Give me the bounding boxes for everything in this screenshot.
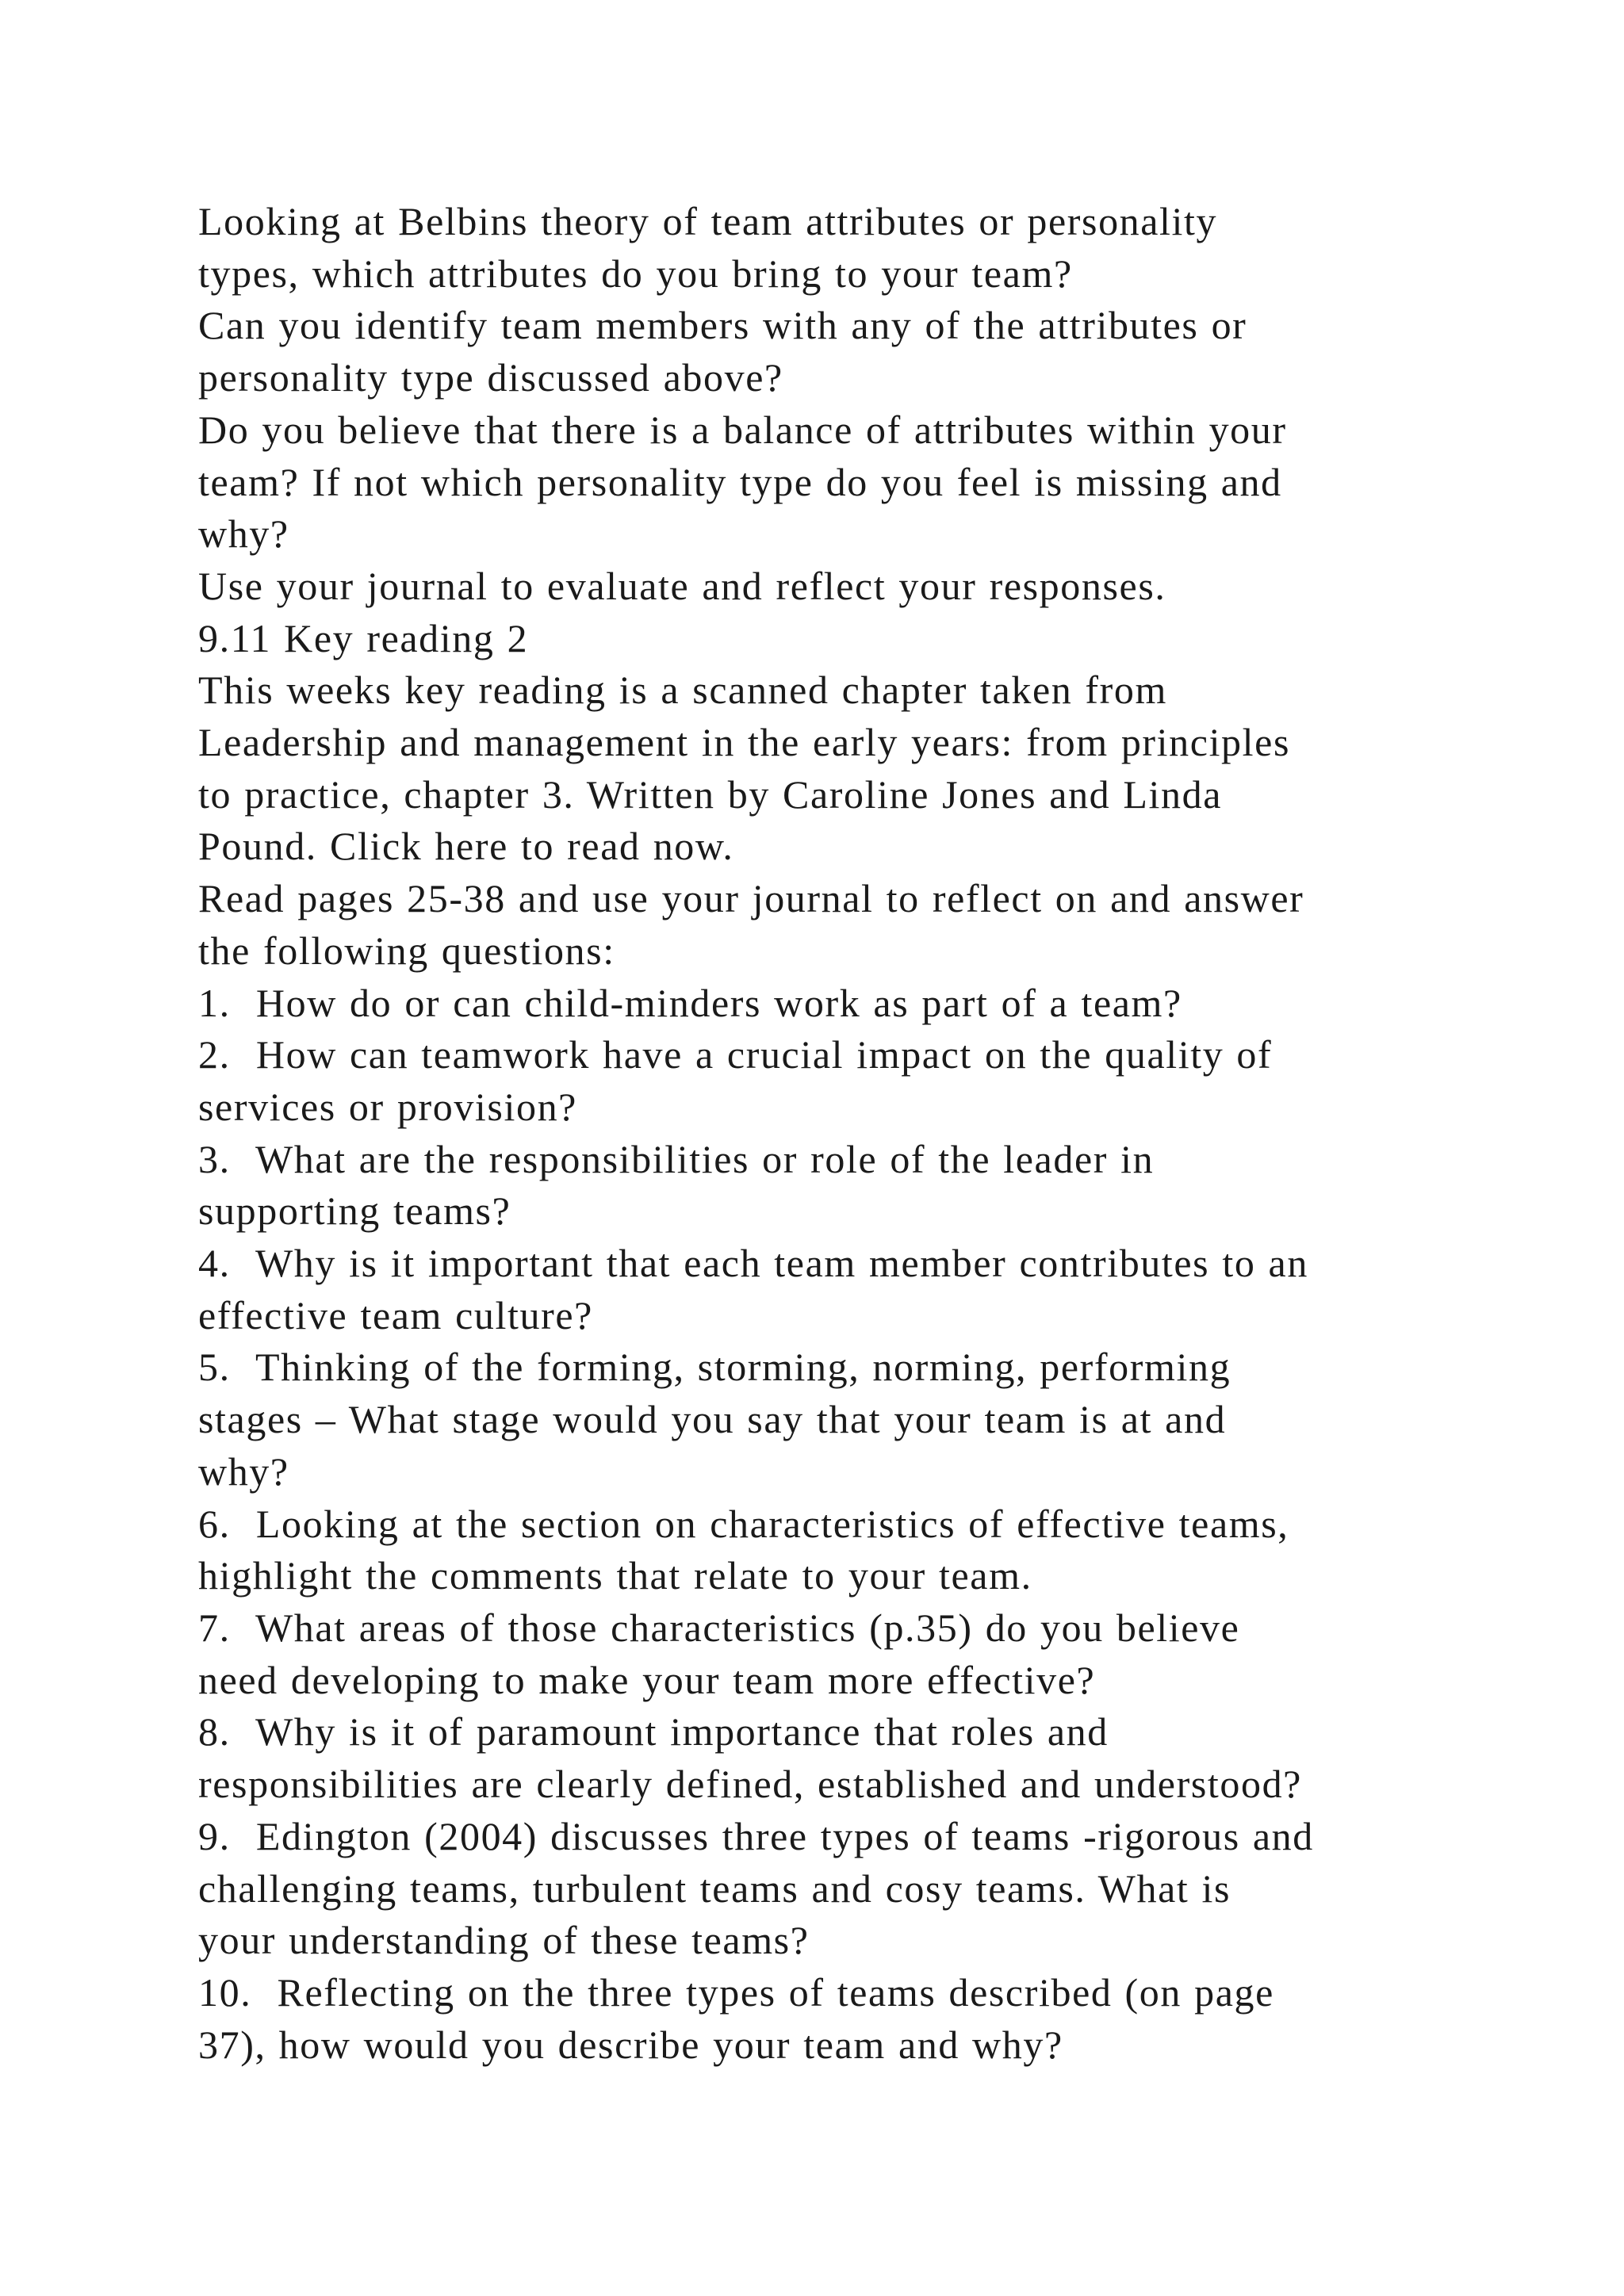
question-item: 8. Why is it of paramount importance that roles and — [198, 1709, 1109, 1755]
text-line: to practice, chapter 3. Written by Caroline Jones and Linda — [198, 771, 1223, 817]
question-continuation: responsibilities are clearly defined, established and understood? — [198, 1762, 1302, 1807]
question-continuation: stages – What stage would you say that your team is at and — [198, 1397, 1227, 1442]
question-continuation: need developing to make your team more effective? — [198, 1657, 1096, 1702]
question-continuation: services or provision? — [198, 1084, 577, 1129]
text-line: Leadership and management in the early years: from principles — [198, 720, 1291, 765]
question-continuation: supporting teams? — [198, 1188, 511, 1234]
question-continuation: effective team culture? — [198, 1292, 593, 1337]
text-line: team? If not which personality type do you feel is missing and — [198, 459, 1282, 504]
question-item: 6. Looking at the section on characteristics of effective teams, — [198, 1501, 1289, 1546]
text-line: why? — [198, 511, 289, 557]
question-continuation: why? — [198, 1448, 289, 1494]
text-line: Do you believe that there is a balance of attributes within your — [198, 407, 1287, 452]
question-continuation: highlight the comments that relate to your team. — [198, 1553, 1032, 1598]
question-item: 7. What areas of those characteristics (p.35) do you believe — [198, 1605, 1240, 1650]
question-item: 9. Edington (2004) discusses three types of teams -rigorous and — [198, 1813, 1314, 1858]
question-item: 2. How can teamwork have a crucial impact on the quality of — [198, 1032, 1273, 1077]
question-continuation: your understanding of these teams? — [198, 1918, 810, 1963]
text-line: Read pages 25-38 and use your journal to reflect on and answer — [198, 876, 1304, 921]
document-body — [198, 196, 1546, 2071]
text-line: Can you identify team members with any of the attributes or — [198, 303, 1247, 348]
text-line: Pound. Click here to read now. — [198, 824, 734, 869]
question-item: 1. How do or can child-minders work as part of a team? — [198, 980, 1182, 1025]
question-item: 3. What are the responsibilities or role of the leader in — [198, 1136, 1155, 1181]
text-line: This weeks key reading is a scanned chapter taken from — [198, 668, 1168, 713]
text-line: personality type discussed above? — [198, 355, 783, 400]
question-item: 4. Why is it important that each team member contributes to an — [198, 1241, 1308, 1286]
text-line: types, which attributes do you bring to your team? — [198, 251, 1073, 296]
question-continuation: 37), how would you describe your team and why? — [198, 2022, 1063, 2067]
question-item: 10. Reflecting on the three types of teams described (on page — [198, 1969, 1274, 2015]
question-continuation: challenging teams, turbulent teams and cosy teams. What is — [198, 1866, 1231, 1911]
question-item: 5. Thinking of the forming, storming, norming, performing — [198, 1345, 1231, 1390]
text-line: Use your journal to evaluate and reflect your responses. — [198, 563, 1166, 608]
text-line: Looking at Belbins theory of team attributes or personality — [198, 199, 1218, 243]
section-heading: 9.11 Key reading 2 — [198, 615, 529, 660]
text-line: the following questions: — [198, 928, 615, 973]
